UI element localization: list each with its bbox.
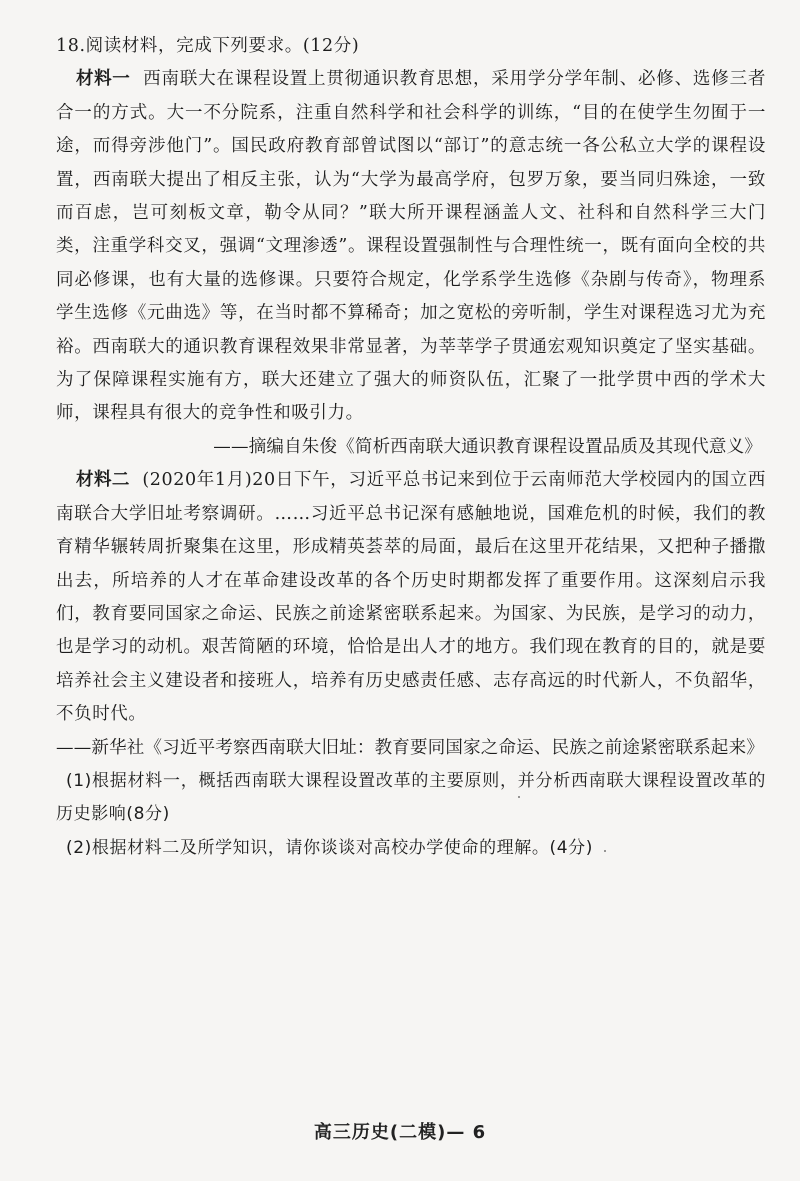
scan-speck [518, 796, 520, 798]
material-one-source: ——摘编自朱俊《简析西南联大通识教育课程设置品质及其现代意义》 [213, 436, 762, 457]
material-two-source: ——新华社《习近平考察西南联大旧址：教育要同国家之命运、民族之前途紧密联系起来》 [56, 737, 764, 758]
subquestion-two: (2)根据材料二及所学知识，请你谈谈对高校办学使命的理解。(4分) [66, 837, 593, 858]
material-two-text: (2020年1月)20日下午，习近平总书记来到位于云南师范大学校园内的国立西南联合大学旧址考察调研。……习近平总书记深有感触地说，国难危机的时候，我们的教育精华辗转周折聚集在这里，形成精英荟萃的局面，最后在这里开花结果，又把种子播撒出去，所培养的人才在革命建设改革的各个历史时期都发挥了重要作用。这深刻启示我们，教育要同国家之命运、民族之前途紧密联系起来。为国家、为民族，是学习的动力，也是学习的动机。艰苦简陋的环境，恰恰是出人才的地方。我们现在教育的目的，就是要培养社会主义建设者和接班人，培养有历史感责任感、志存高远的时代新人，不负韶华，不负时代。 [56, 470, 767, 725]
question-header: 18.阅读材料，完成下列要求。(12分) [56, 36, 360, 56]
scan-speck [604, 850, 606, 852]
material-two [56, 464, 766, 731]
subquestion-one: (1)根据材料一，概括西南联大课程设置改革的主要原则，并分析西南联大课程设置改革的历史影响(8分) [56, 770, 766, 825]
material-two-label: 材料二 [76, 470, 130, 491]
material-one-text: 西南联大在课程设置上贯彻通识教育思想，采用学分学年制、必修、选修三者合一的方式。大一不分院系，注重自然科学和社会科学的训练，“目的在使学生勿囿于一途，而得旁涉他门”。国民政府教育部曾试图以“部订”的意志统一各公私立大学的课程设置，西南联大提出了相反主张，认为“大学为最高学府，包罗万象，要当同归殊途，一致而百虑，岂可刻板文章，勒令从同？”联大所开课程涵盖人文、社科和自然科学三大门类，注重学科交叉，强调“文理渗透”。课程设置强制性与合理性统一，既有面向全校的共同必修课，也有大量的选修课。只要符合规定，化学系学生选修《杂剧与传奇》，物理系学生选修《元曲选》等，在当时都不算稀奇；加之宽松的旁听制，学生对课程选习尤为充裕。西南联大的通识教育课程效果非常显著，为莘莘学子贯通宏观知识奠定了坚实基础。为了保障课程实施有方，联大还建立了强大的师资队伍，汇聚了一批学贯中西的学术大师，课程具有很大的竞争性和吸引力。 [56, 69, 767, 424]
page-footer: 高三历史(二模)— 6 [313, 1122, 487, 1143]
material-one-label: 材料一 [76, 69, 131, 90]
material-one [56, 63, 766, 430]
question-block [56, 30, 766, 865]
